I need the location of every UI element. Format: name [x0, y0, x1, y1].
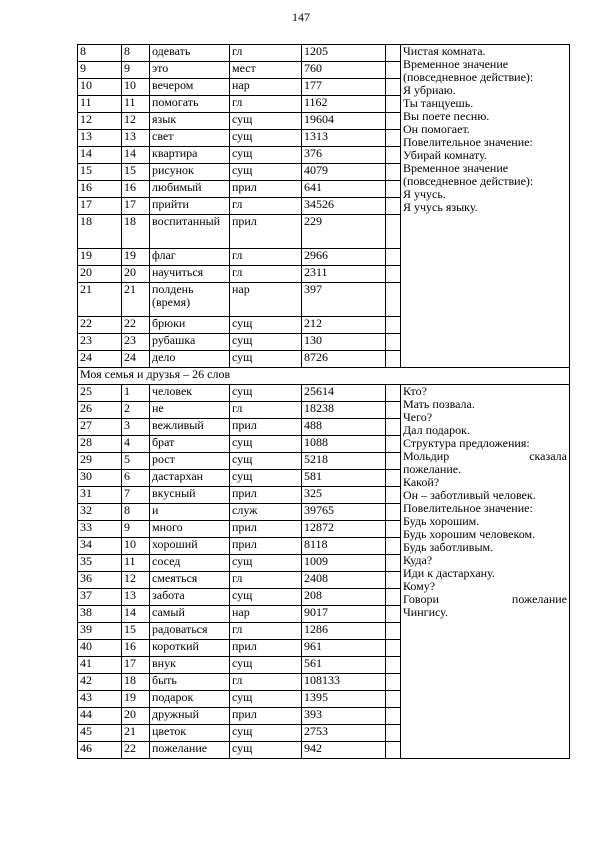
- vocabulary-table: [77, 44, 570, 759]
- note-line: Мольдир сказала: [403, 449, 567, 463]
- global-index-cell: 32: [78, 504, 122, 521]
- frequency-cell: 397: [302, 283, 386, 317]
- local-index-cell: 9: [122, 62, 150, 79]
- frequency-cell: 208: [302, 589, 386, 606]
- global-index-cell: 20: [78, 266, 122, 283]
- global-index-cell: 42: [78, 674, 122, 691]
- local-index-cell: 10: [122, 538, 150, 555]
- local-index-cell: 12: [122, 572, 150, 589]
- frequency-cell: 2966: [302, 249, 386, 266]
- word-cell: одевать: [150, 45, 230, 62]
- empty-cell: [386, 181, 401, 198]
- local-index-cell: 1: [122, 385, 150, 402]
- part-of-speech-cell: сущ: [230, 351, 302, 368]
- frequency-cell: 641: [302, 181, 386, 198]
- note-line: Я учусь языку.: [403, 200, 478, 214]
- frequency-cell: 212: [302, 317, 386, 334]
- local-index-cell: 13: [122, 130, 150, 147]
- part-of-speech-cell: сущ: [230, 742, 302, 759]
- word-cell: цветок: [150, 725, 230, 742]
- word-cell: короткий: [150, 640, 230, 657]
- frequency-cell: 9017: [302, 606, 386, 623]
- frequency-cell: 8726: [302, 351, 386, 368]
- global-index-cell: 40: [78, 640, 122, 657]
- part-of-speech-cell: нар: [230, 79, 302, 96]
- block1-notes: [401, 45, 570, 368]
- global-index-cell: 45: [78, 725, 122, 742]
- word-cell: рисунок: [150, 164, 230, 181]
- word-cell: и: [150, 504, 230, 521]
- word-cell: человек: [150, 385, 230, 402]
- frequency-cell: 1286: [302, 623, 386, 640]
- empty-cell: [386, 317, 401, 334]
- word-cell: сосед: [150, 555, 230, 572]
- note-line: Какой?: [403, 475, 440, 489]
- word-cell: внук: [150, 657, 230, 674]
- frequency-cell: 393: [302, 708, 386, 725]
- page-number: 147: [292, 10, 310, 24]
- local-index-cell: 13: [122, 589, 150, 606]
- note-line: Дал подарок.: [403, 423, 470, 437]
- part-of-speech-cell: гл: [230, 249, 302, 266]
- note-line: Вы поете песню.: [403, 109, 490, 123]
- note-line: Кто?: [403, 384, 427, 398]
- local-index-cell: 16: [122, 181, 150, 198]
- part-of-speech-cell: гл: [230, 674, 302, 691]
- empty-cell: [386, 589, 401, 606]
- table-row: [78, 385, 570, 402]
- part-of-speech-cell: нар: [230, 606, 302, 623]
- empty-cell: [386, 402, 401, 419]
- global-index-cell: 39: [78, 623, 122, 640]
- empty-cell: [386, 555, 401, 572]
- local-index-cell: 19: [122, 249, 150, 266]
- part-of-speech-cell: нар: [230, 283, 302, 317]
- note-line: Будь заботливым.: [403, 540, 494, 554]
- local-index-cell: 22: [122, 742, 150, 759]
- frequency-cell: 1009: [302, 555, 386, 572]
- word-cell: вечером: [150, 79, 230, 96]
- note-line: Говори пожелание: [403, 592, 567, 606]
- global-index-cell: 28: [78, 436, 122, 453]
- note-line: Я учусь.: [403, 187, 446, 201]
- global-index-cell: 15: [78, 164, 122, 181]
- local-index-cell: 7: [122, 487, 150, 504]
- global-index-cell: 10: [78, 79, 122, 96]
- global-index-cell: 25: [78, 385, 122, 402]
- empty-cell: [386, 45, 401, 62]
- word-cell: помогать: [150, 96, 230, 113]
- empty-cell: [386, 283, 401, 317]
- local-index-cell: 8: [122, 504, 150, 521]
- word-cell: дело: [150, 351, 230, 368]
- section-row: [78, 368, 570, 385]
- empty-cell: [386, 147, 401, 164]
- local-index-cell: 8: [122, 45, 150, 62]
- empty-cell: [386, 470, 401, 487]
- frequency-cell: 2753: [302, 725, 386, 742]
- frequency-cell: 34526: [302, 198, 386, 215]
- part-of-speech-cell: сущ: [230, 317, 302, 334]
- word-cell: прийти: [150, 198, 230, 215]
- frequency-cell: 18238: [302, 402, 386, 419]
- word-cell: рубашка: [150, 334, 230, 351]
- part-of-speech-cell: гл: [230, 572, 302, 589]
- global-index-cell: 14: [78, 147, 122, 164]
- local-index-cell: 20: [122, 266, 150, 283]
- section-title: Моя семья и друзья – 26 слов: [78, 368, 570, 385]
- global-index-cell: 29: [78, 453, 122, 470]
- note-line: Ты танцуешь.: [403, 96, 474, 110]
- frequency-cell: 1088: [302, 436, 386, 453]
- note-line: Структура предложения:: [403, 436, 530, 450]
- empty-cell: [386, 691, 401, 708]
- global-index-cell: 16: [78, 181, 122, 198]
- word-cell: пожелание: [150, 742, 230, 759]
- local-index-cell: 16: [122, 640, 150, 657]
- global-index-cell: 37: [78, 589, 122, 606]
- local-index-cell: 18: [122, 674, 150, 691]
- part-of-speech-cell: гл: [230, 266, 302, 283]
- local-index-cell: 19: [122, 691, 150, 708]
- empty-cell: [386, 130, 401, 147]
- global-index-cell: 11: [78, 96, 122, 113]
- frequency-cell: 1205: [302, 45, 386, 62]
- local-index-cell: 18: [122, 215, 150, 249]
- word-cell: самый: [150, 606, 230, 623]
- empty-cell: [386, 538, 401, 555]
- note-line: Временное значение: [403, 161, 509, 175]
- frequency-cell: 961: [302, 640, 386, 657]
- note-line: Повелительное значение:: [403, 501, 533, 515]
- global-index-cell: 31: [78, 487, 122, 504]
- note-line: Куда?: [403, 553, 433, 567]
- local-index-cell: 21: [122, 283, 150, 317]
- frequency-cell: 19604: [302, 113, 386, 130]
- part-of-speech-cell: сущ: [230, 385, 302, 402]
- part-of-speech-cell: сущ: [230, 725, 302, 742]
- table-row: [78, 45, 570, 62]
- local-index-cell: 3: [122, 419, 150, 436]
- empty-cell: [386, 198, 401, 215]
- note-line: Временное значение: [403, 57, 509, 71]
- note-line: Чингису.: [403, 605, 448, 619]
- frequency-cell: 1162: [302, 96, 386, 113]
- global-index-cell: 17: [78, 198, 122, 215]
- frequency-cell: 1395: [302, 691, 386, 708]
- part-of-speech-cell: прил: [230, 538, 302, 555]
- word-cell: смеяться: [150, 572, 230, 589]
- word-cell: вежливый: [150, 419, 230, 436]
- empty-cell: [386, 640, 401, 657]
- global-index-cell: 38: [78, 606, 122, 623]
- global-index-cell: 30: [78, 470, 122, 487]
- local-index-cell: 23: [122, 334, 150, 351]
- part-of-speech-cell: сущ: [230, 436, 302, 453]
- note-line: Чистая комната.: [403, 44, 486, 58]
- local-index-cell: 11: [122, 555, 150, 572]
- note-line: Убирай комнату.: [403, 148, 487, 162]
- frequency-cell: 39765: [302, 504, 386, 521]
- local-index-cell: 4: [122, 436, 150, 453]
- part-of-speech-cell: гл: [230, 198, 302, 215]
- global-index-cell: 46: [78, 742, 122, 759]
- local-index-cell: 17: [122, 198, 150, 215]
- frequency-cell: 581: [302, 470, 386, 487]
- global-index-cell: 36: [78, 572, 122, 589]
- local-index-cell: 22: [122, 317, 150, 334]
- part-of-speech-cell: гл: [230, 623, 302, 640]
- word-cell: забота: [150, 589, 230, 606]
- frequency-cell: 229: [302, 215, 386, 249]
- word-cell: хороший: [150, 538, 230, 555]
- part-of-speech-cell: сущ: [230, 453, 302, 470]
- word-cell: подарок: [150, 691, 230, 708]
- word-cell: быть: [150, 674, 230, 691]
- part-of-speech-cell: сущ: [230, 113, 302, 130]
- frequency-cell: 2311: [302, 266, 386, 283]
- local-index-cell: 14: [122, 606, 150, 623]
- part-of-speech-cell: прил: [230, 181, 302, 198]
- empty-cell: [386, 249, 401, 266]
- empty-cell: [386, 521, 401, 538]
- frequency-cell: 108133: [302, 674, 386, 691]
- word-cell: брюки: [150, 317, 230, 334]
- global-index-cell: 9: [78, 62, 122, 79]
- word-cell: воспитанный: [150, 215, 230, 249]
- empty-cell: [386, 572, 401, 589]
- frequency-cell: 4079: [302, 164, 386, 181]
- word-cell: вкусный: [150, 487, 230, 504]
- empty-cell: [386, 453, 401, 470]
- note-line: (повседневное действие):: [403, 174, 534, 188]
- global-index-cell: 44: [78, 708, 122, 725]
- part-of-speech-cell: сущ: [230, 589, 302, 606]
- part-of-speech-cell: прил: [230, 521, 302, 538]
- part-of-speech-cell: гл: [230, 96, 302, 113]
- global-index-cell: 24: [78, 351, 122, 368]
- part-of-speech-cell: сущ: [230, 657, 302, 674]
- note-line: Я убриаю.: [403, 83, 456, 97]
- note-line: пожелание.: [403, 462, 462, 476]
- empty-cell: [386, 266, 401, 283]
- note-line: Кому?: [403, 579, 436, 593]
- local-index-cell: 6: [122, 470, 150, 487]
- empty-cell: [386, 385, 401, 402]
- part-of-speech-cell: прил: [230, 640, 302, 657]
- part-of-speech-cell: гл: [230, 45, 302, 62]
- local-index-cell: 14: [122, 147, 150, 164]
- local-index-cell: 21: [122, 725, 150, 742]
- part-of-speech-cell: гл: [230, 402, 302, 419]
- frequency-cell: 5218: [302, 453, 386, 470]
- local-index-cell: 15: [122, 164, 150, 181]
- empty-cell: [386, 215, 401, 249]
- part-of-speech-cell: прил: [230, 487, 302, 504]
- empty-cell: [386, 623, 401, 640]
- part-of-speech-cell: сущ: [230, 691, 302, 708]
- global-index-cell: 41: [78, 657, 122, 674]
- empty-cell: [386, 334, 401, 351]
- global-index-cell: 19: [78, 249, 122, 266]
- empty-cell: [386, 725, 401, 742]
- part-of-speech-cell: мест: [230, 62, 302, 79]
- word-cell: язык: [150, 113, 230, 130]
- word-cell: радоваться: [150, 623, 230, 640]
- frequency-cell: 325: [302, 487, 386, 504]
- local-index-cell: 12: [122, 113, 150, 130]
- word-cell: не: [150, 402, 230, 419]
- empty-cell: [386, 487, 401, 504]
- part-of-speech-cell: сущ: [230, 555, 302, 572]
- global-index-cell: 22: [78, 317, 122, 334]
- note-line: (повседневное действие):: [403, 70, 534, 84]
- note-line: Мать позвала.: [403, 397, 475, 411]
- empty-cell: [386, 674, 401, 691]
- empty-cell: [386, 708, 401, 725]
- part-of-speech-cell: сущ: [230, 334, 302, 351]
- frequency-cell: 2408: [302, 572, 386, 589]
- global-index-cell: 27: [78, 419, 122, 436]
- global-index-cell: 35: [78, 555, 122, 572]
- part-of-speech-cell: прил: [230, 215, 302, 249]
- word-cell: много: [150, 521, 230, 538]
- local-index-cell: 5: [122, 453, 150, 470]
- local-index-cell: 15: [122, 623, 150, 640]
- part-of-speech-cell: сущ: [230, 470, 302, 487]
- word-cell: рост: [150, 453, 230, 470]
- word-cell: квартира: [150, 147, 230, 164]
- local-index-cell: 9: [122, 521, 150, 538]
- note-line: Он помогает.: [403, 122, 470, 136]
- part-of-speech-cell: служ: [230, 504, 302, 521]
- word-cell: свет: [150, 130, 230, 147]
- word-cell: любимый: [150, 181, 230, 198]
- note-line: Будь хорошим человеком.: [403, 527, 536, 541]
- local-index-cell: 2: [122, 402, 150, 419]
- word-cell: брат: [150, 436, 230, 453]
- frequency-cell: 25614: [302, 385, 386, 402]
- empty-cell: [386, 419, 401, 436]
- global-index-cell: 13: [78, 130, 122, 147]
- note-line: Иди к дастархану.: [403, 566, 495, 580]
- empty-cell: [386, 436, 401, 453]
- empty-cell: [386, 657, 401, 674]
- local-index-cell: 20: [122, 708, 150, 725]
- global-index-cell: 12: [78, 113, 122, 130]
- frequency-cell: 1313: [302, 130, 386, 147]
- global-index-cell: 33: [78, 521, 122, 538]
- local-index-cell: 11: [122, 96, 150, 113]
- note-line: Повелительное значение:: [403, 135, 533, 149]
- empty-cell: [386, 62, 401, 79]
- empty-cell: [386, 351, 401, 368]
- word-cell: дружный: [150, 708, 230, 725]
- global-index-cell: 18: [78, 215, 122, 249]
- block2-notes: [401, 385, 570, 759]
- note-line: Чего?: [403, 410, 433, 424]
- empty-cell: [386, 606, 401, 623]
- note-line: Будь хорошим.: [403, 514, 480, 528]
- frequency-cell: 376: [302, 147, 386, 164]
- word-cell: это: [150, 62, 230, 79]
- global-index-cell: 8: [78, 45, 122, 62]
- word-cell: флаг: [150, 249, 230, 266]
- global-index-cell: 26: [78, 402, 122, 419]
- frequency-cell: 488: [302, 419, 386, 436]
- empty-cell: [386, 113, 401, 130]
- local-index-cell: 10: [122, 79, 150, 96]
- empty-cell: [386, 79, 401, 96]
- global-index-cell: 34: [78, 538, 122, 555]
- local-index-cell: 24: [122, 351, 150, 368]
- empty-cell: [386, 96, 401, 113]
- part-of-speech-cell: прил: [230, 708, 302, 725]
- frequency-cell: 12872: [302, 521, 386, 538]
- frequency-cell: 130: [302, 334, 386, 351]
- part-of-speech-cell: сущ: [230, 164, 302, 181]
- frequency-cell: 942: [302, 742, 386, 759]
- global-index-cell: 21: [78, 283, 122, 317]
- frequency-cell: 177: [302, 79, 386, 96]
- local-index-cell: 17: [122, 657, 150, 674]
- part-of-speech-cell: прил: [230, 419, 302, 436]
- part-of-speech-cell: сущ: [230, 130, 302, 147]
- word-cell: дастархан: [150, 470, 230, 487]
- global-index-cell: 43: [78, 691, 122, 708]
- part-of-speech-cell: сущ: [230, 147, 302, 164]
- global-index-cell: 23: [78, 334, 122, 351]
- empty-cell: [386, 504, 401, 521]
- empty-cell: [386, 742, 401, 759]
- empty-cell: [386, 164, 401, 181]
- word-cell: научиться: [150, 266, 230, 283]
- frequency-cell: 561: [302, 657, 386, 674]
- frequency-cell: 8118: [302, 538, 386, 555]
- word-cell: полдень (время): [150, 283, 230, 317]
- frequency-cell: 760: [302, 62, 386, 79]
- note-line: Он – заботливый человек.: [403, 488, 536, 502]
